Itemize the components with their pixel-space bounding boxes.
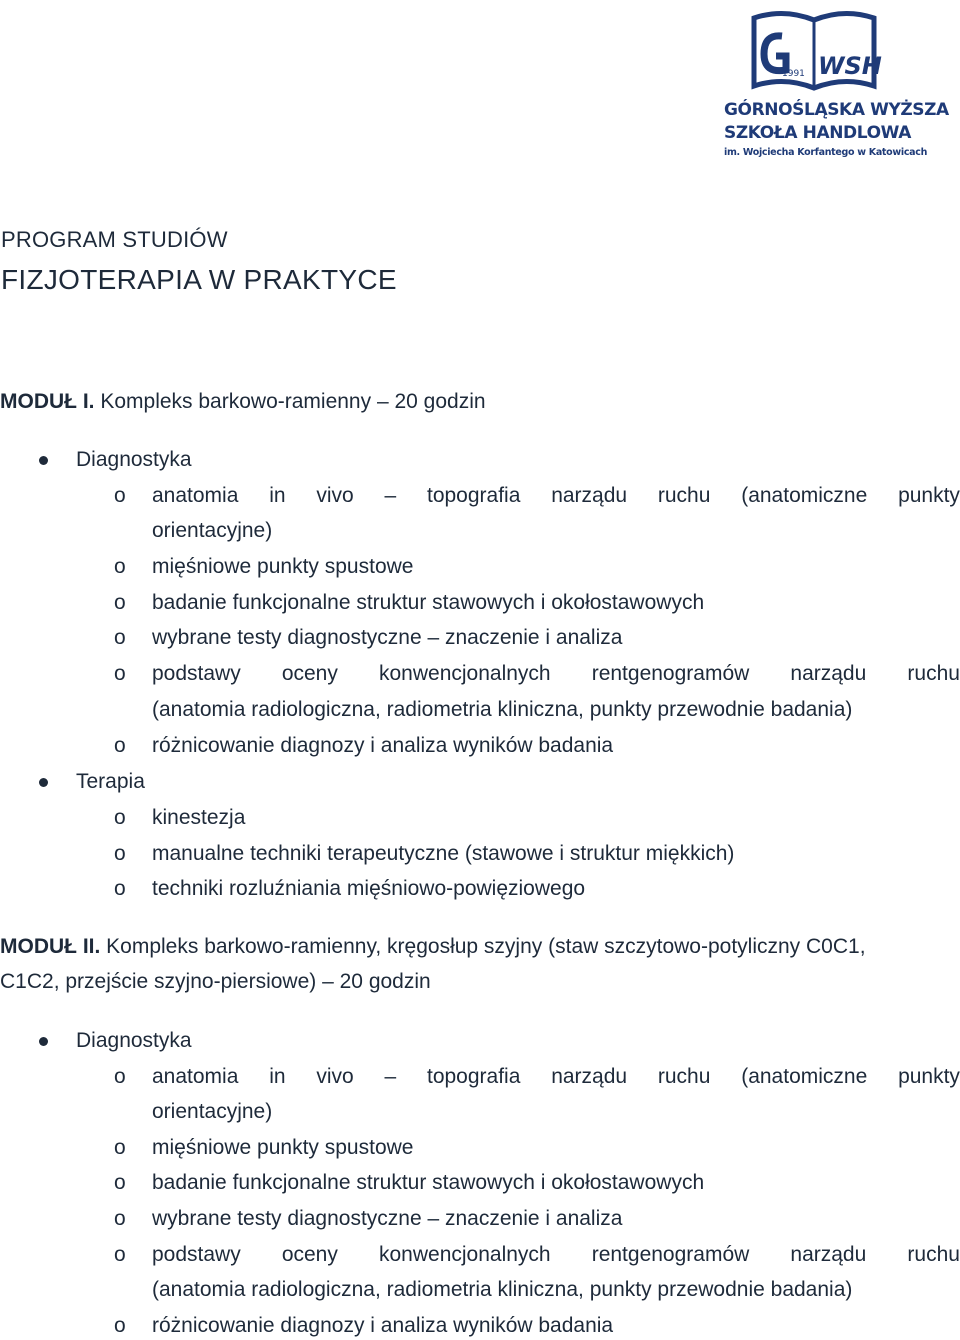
logo-line-2: SZKOŁA HANDLOWA (724, 123, 911, 143)
list-item: anatomia in vivo – topografia narządu ruchu (anatomiczne punkty (152, 484, 960, 507)
list-item: badanie funkcjonalne struktur stawowych i okołostawowych (152, 591, 705, 614)
circle-bullet-icon: o (114, 662, 126, 685)
list-item: techniki rozluźniania mięśniowo-powięziowego (152, 877, 586, 900)
circle-bullet-icon: o (114, 806, 126, 829)
circle-bullet-icon: o (114, 591, 126, 614)
module-2-title: Kompleks barkowo-ramienny, kręgosłup szyjny (staw szczytowo-potyliczny C0C1, (100, 935, 866, 958)
svg-text:WSH: WSH (818, 52, 882, 80)
circle-bullet-icon: o (114, 877, 126, 900)
circle-bullet-icon: o (114, 842, 126, 865)
circle-bullet-icon: o (114, 1136, 126, 1159)
list-item-cont: (anatomia radiologiczna, radiometria kliniczna, punkty przewodnie badania) (152, 698, 853, 721)
list-item: różnicowanie diagnozy i analiza wyników badania (152, 734, 614, 757)
module-2-heading (0, 933, 960, 961)
module-2-title-cont: C1C2, przejście szyjno-piersiowe) – 20 godzin (0, 970, 431, 993)
list-item: anatomia in vivo – topografia narządu ruchu (anatomiczne punkty (152, 1065, 960, 1088)
program-label: PROGRAM STUDIÓW (1, 227, 228, 252)
list-item-cont: orientacyjne) (152, 1100, 273, 1123)
circle-bullet-icon: o (114, 1207, 126, 1230)
list-item: wybrane testy diagnostyczne – znaczenie i analiza (152, 626, 623, 649)
logo-line-3: im. Wojciecha Korfantego w Katowicach (724, 147, 928, 158)
gwsh-logo (724, 6, 949, 158)
bullet-icon (39, 456, 48, 465)
circle-bullet-icon: o (114, 1065, 126, 1088)
bullet-icon (39, 1037, 48, 1046)
circle-bullet-icon: o (114, 555, 126, 578)
section-diagnostyka: Diagnostyka (76, 1029, 192, 1052)
circle-bullet-icon: o (114, 1171, 126, 1194)
list-item: mięśniowe punkty spustowe (152, 1136, 414, 1159)
circle-bullet-icon: o (114, 734, 126, 757)
list-item: kinestezja (152, 806, 246, 829)
module-1-heading (0, 388, 486, 416)
section-diagnostyka: Diagnostyka (76, 448, 192, 471)
list-item: badanie funkcjonalne struktur stawowych i okołostawowych (152, 1171, 705, 1194)
module-1-label: MODUŁ I. (0, 390, 95, 413)
circle-bullet-icon: o (114, 484, 126, 507)
bullet-icon (39, 778, 48, 787)
list-item: mięśniowe punkty spustowe (152, 555, 414, 578)
list-item-cont: orientacyjne) (152, 519, 273, 542)
logo-year: 1991 (782, 69, 805, 79)
circle-bullet-icon: o (114, 626, 126, 649)
module-2-label: MODUŁ II. (0, 935, 101, 958)
list-item: podstawy oceny konwencjonalnych rentgenogramów narządu ruchu (152, 662, 960, 685)
section-terapia: Terapia (76, 770, 145, 793)
list-item-cont: (anatomia radiologiczna, radiometria kliniczna, punkty przewodnie badania) (152, 1278, 853, 1301)
circle-bullet-icon: o (114, 1314, 126, 1337)
list-item: wybrane testy diagnostyczne – znaczenie i analiza (152, 1207, 623, 1230)
list-item: różnicowanie diagnozy i analiza wyników badania (152, 1314, 614, 1337)
circle-bullet-icon: o (114, 1243, 126, 1266)
list-item: manualne techniki terapeutyczne (stawowe i struktur miękkich) (152, 842, 735, 865)
logo-line-1: GÓRNOŚLĄSKA WYŻSZA (724, 100, 949, 120)
program-title: FIZJOTERAPIA W PRAKTYCE (1, 264, 397, 295)
list-item: podstawy oceny konwencjonalnych rentgenogramów narządu ruchu (152, 1243, 960, 1266)
module-1-title: Kompleks barkowo-ramienny – 20 godzin (94, 390, 486, 413)
book-emblem-icon (724, 6, 908, 98)
